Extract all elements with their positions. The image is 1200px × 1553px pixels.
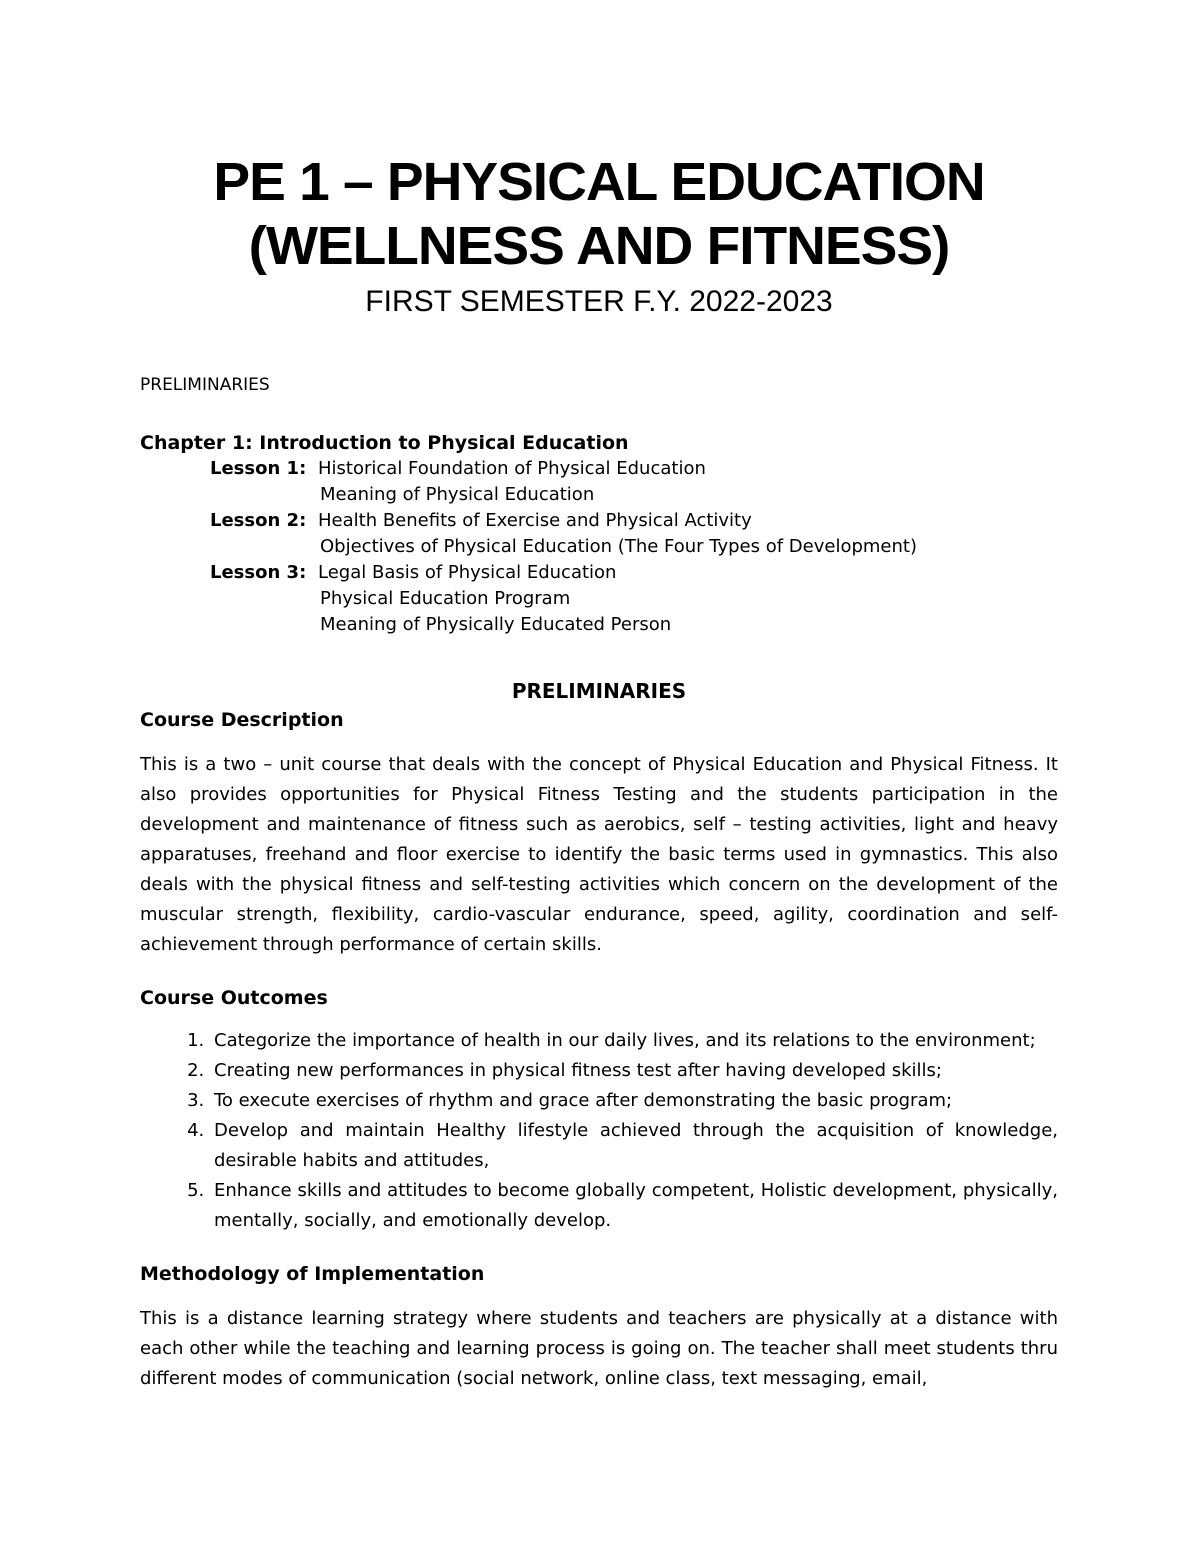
document-subtitle: FIRST SEMESTER F.Y. 2022-2023 xyxy=(365,285,833,318)
lesson-item: Legal Basis of Physical Education xyxy=(318,562,617,583)
course-description-text: This is a two – unit course that deals with the concept of Physical Education and Physical Fitness. It also provides opportunities for Physical Fitness Testing and the students participation in the development and maintenance of fitness such as aerobics, self – testing activities, light and heavy apparatuses, freehand and floor exercise to identify the basic terms used in gymnastics. This also deals with the physical fitness and self-testing activities which concern on the development of the muscular strength, flexibility, cardio-vascular endurance, speed, agility, coordination and self-achievement through performance of certain skills. xyxy=(140,754,1058,955)
methodology-text: This is a distance learning strategy where students and teachers are physically at a distance with each other while the teaching and learning process is going on. The teacher shall meet students thru different modes of communication (social network, online class, text messaging, email, xyxy=(140,1308,1058,1389)
lesson-row xyxy=(140,560,1058,586)
lesson-item: Objectives of Physical Education (The Four Types of Development) xyxy=(320,536,917,557)
list-item: 3. To execute exercises of rhythm and grace after demonstrating the basic program; xyxy=(210,1086,1058,1116)
document-title-line-2: (WELLNESS AND FITNESS) xyxy=(248,216,950,276)
course-outcomes-heading: Course Outcomes xyxy=(140,987,328,1009)
lesson-row xyxy=(140,508,1058,534)
lesson-row xyxy=(140,456,1058,482)
chapter-title: Chapter 1: Introduction to Physical Education xyxy=(140,432,629,454)
course-outcomes-list xyxy=(140,1026,1058,1236)
lesson-item: Historical Foundation of Physical Education xyxy=(318,458,706,479)
document-title-line-1: PE 1 – PHYSICAL EDUCATION xyxy=(213,152,985,212)
lesson-item: Physical Education Program xyxy=(320,588,571,609)
lesson-label: Lesson 1: xyxy=(210,458,307,479)
lesson-label: Lesson 3: xyxy=(210,562,307,583)
list-item: 1. Categorize the importance of health in our daily lives, and its relations to the environment; xyxy=(210,1026,1058,1056)
course-description-heading: Course Description xyxy=(140,709,344,731)
document-page xyxy=(140,140,1058,1394)
section-title: PRELIMINARIES xyxy=(511,679,687,703)
lesson-label: Lesson 2: xyxy=(210,510,307,531)
lesson-item: Meaning of Physically Educated Person xyxy=(320,614,672,635)
list-item: 4. Develop and maintain Healthy lifestyle achieved through the acquisition of knowledge, desirable habits and attitudes, xyxy=(210,1116,1058,1176)
lesson-item: Health Benefits of Exercise and Physical Activity xyxy=(318,510,752,531)
lesson-item: Meaning of Physical Education xyxy=(320,484,595,505)
lesson-list xyxy=(140,456,1058,638)
list-item: 2. Creating new performances in physical fitness test after having developed skills; xyxy=(210,1056,1058,1086)
outline-heading: PRELIMINARIES xyxy=(140,375,270,395)
methodology-heading: Methodology of Implementation xyxy=(140,1263,485,1285)
list-item: 5. Enhance skills and attitudes to become globally competent, Holistic development, physically, mentally, socially, and emotionally develop. xyxy=(210,1176,1058,1236)
